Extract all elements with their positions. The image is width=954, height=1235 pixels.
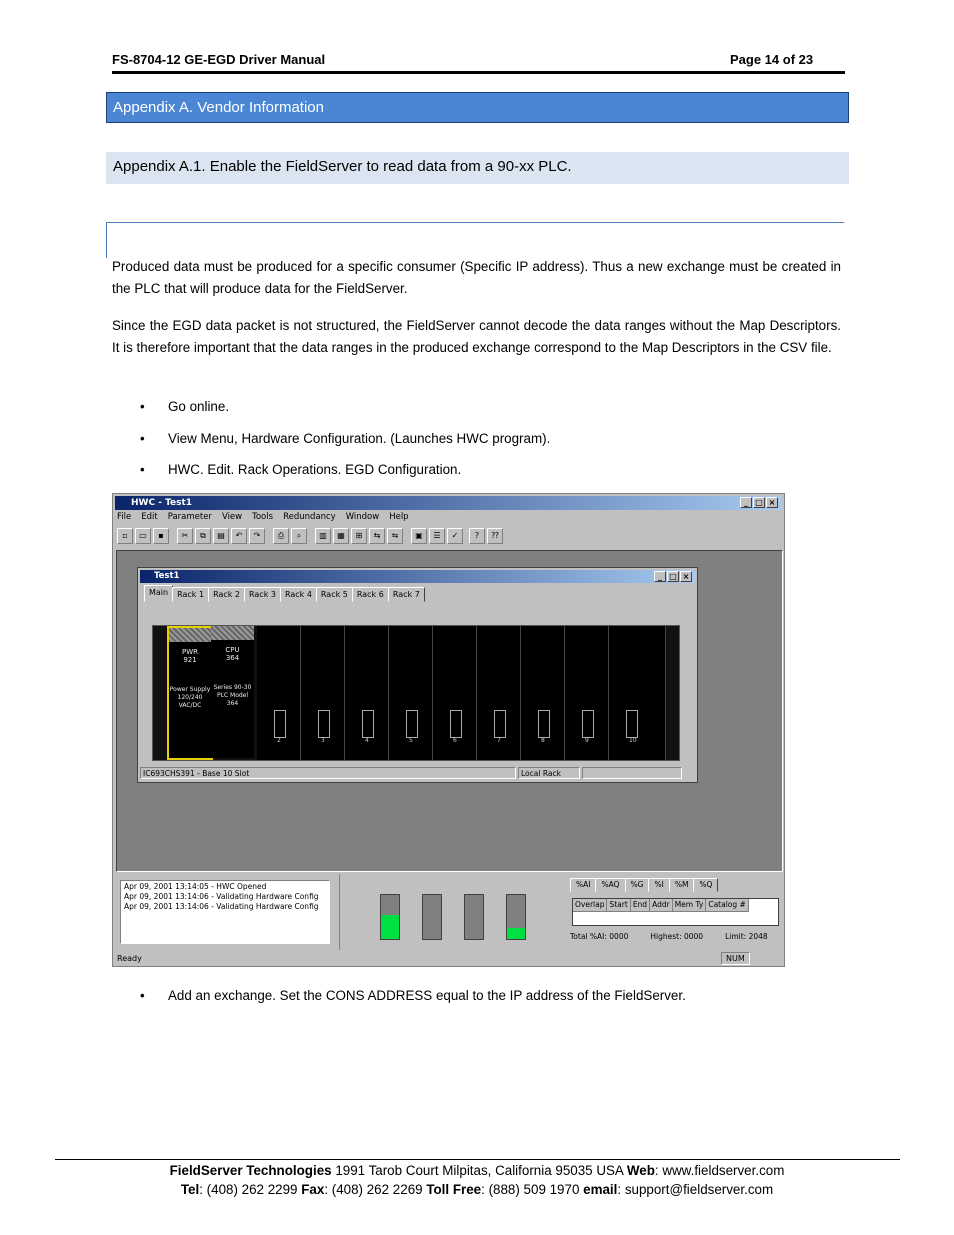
tab-rack-4[interactable]: Rack 4 xyxy=(280,587,317,602)
tab-m[interactable]: %M xyxy=(669,878,695,892)
module-number: 921 xyxy=(183,656,197,664)
page-number: Page 14 of 23 xyxy=(730,52,814,67)
slot-number: 10 xyxy=(629,737,637,744)
tab-aq[interactable]: %AQ xyxy=(595,878,625,892)
slot-number: 7 xyxy=(497,737,501,744)
slot-number: 5 xyxy=(409,737,413,744)
tab-rack-1[interactable]: Rack 1 xyxy=(172,587,209,602)
memory-gauge xyxy=(506,894,526,940)
menu-redundancy[interactable]: Redundancy xyxy=(283,512,336,522)
open-icon[interactable]: ▭ xyxy=(135,528,151,544)
footer-web-label: Web xyxy=(626,1163,655,1178)
rack-window-title: Test1 xyxy=(154,571,180,581)
rack-status-bar xyxy=(140,767,695,780)
app-status-bar xyxy=(115,952,782,965)
footer-web[interactable]: : www.fieldserver.com xyxy=(654,1163,785,1178)
ready-status: Ready xyxy=(117,954,142,963)
slot-number: 3 xyxy=(321,737,325,744)
tab-ai[interactable]: %AI xyxy=(570,878,596,892)
module-icon[interactable]: ▦ xyxy=(333,528,349,544)
log-line: Apr 09, 2001 13:14:06 - Validating Hardware Config xyxy=(124,892,319,901)
tab-rack-7[interactable]: Rack 7 xyxy=(388,587,425,602)
num-lock-indicator: NUM xyxy=(721,952,750,965)
section-frame xyxy=(106,222,844,258)
rack-window-titlebar xyxy=(140,570,695,583)
power-supply-module[interactable] xyxy=(167,626,213,760)
footer-tel: : (408) 262 2299 xyxy=(199,1182,302,1197)
footer-tollfree-label: Toll Free xyxy=(426,1182,482,1197)
tab-rack-5[interactable]: Rack 5 xyxy=(316,587,353,602)
rack-window xyxy=(137,567,698,783)
log-line: Apr 09, 2001 13:14:06 - Validating Hardware Config xyxy=(124,902,319,911)
status-blank xyxy=(582,767,682,779)
reference-grid xyxy=(572,898,779,926)
list-icon[interactable]: ☰ xyxy=(429,528,445,544)
rack-view xyxy=(152,625,680,761)
compare-icon[interactable]: ⇋ xyxy=(387,528,403,544)
menu-view[interactable]: View xyxy=(221,512,243,522)
rack-slot[interactable] xyxy=(433,626,477,760)
slot-number: 4 xyxy=(365,737,369,744)
tab-i[interactable]: %I xyxy=(648,878,669,892)
module-name: CPU xyxy=(225,646,240,654)
tab-g[interactable]: %G xyxy=(625,878,650,892)
reference-totals xyxy=(570,932,768,941)
bullet-text: Add an exchange. Set the CONS ADDRESS equal to the IP address of the FieldServer. xyxy=(168,988,686,1003)
footer-email[interactable]: : support@fieldserver.com xyxy=(617,1182,774,1197)
footer-fax: : (408) 262 2269 xyxy=(324,1182,427,1197)
rack-slot[interactable] xyxy=(521,626,565,760)
context-help-icon[interactable]: ⁇ xyxy=(487,528,503,544)
tab-rack-6[interactable]: Rack 6 xyxy=(352,587,389,602)
module-header xyxy=(169,628,211,642)
column-header[interactable]: Start xyxy=(607,899,630,912)
tab-q[interactable]: %Q xyxy=(693,878,718,892)
slot-connector xyxy=(494,710,506,738)
slot-number: 9 xyxy=(585,737,589,744)
module-header xyxy=(211,626,254,640)
slot-connector xyxy=(362,710,374,738)
cut-icon[interactable]: ✂ xyxy=(177,528,193,544)
footer-fax-label: Fax xyxy=(301,1182,325,1197)
bottom-panes xyxy=(116,874,783,950)
column-header[interactable]: End xyxy=(631,899,650,912)
rack-slot[interactable] xyxy=(301,626,345,760)
rack-tabs xyxy=(144,587,424,602)
bullet-dot: • xyxy=(140,431,145,446)
maximize-icon[interactable]: □ xyxy=(667,571,679,582)
log-line: Apr 09, 2001 13:14:05 - HWC Opened xyxy=(124,882,267,891)
paste-icon[interactable]: ▤ xyxy=(213,528,229,544)
close-icon[interactable]: × xyxy=(766,497,778,508)
bullet-dot: • xyxy=(140,988,145,1003)
module-name: PWR xyxy=(181,648,198,656)
mdi-workspace xyxy=(116,550,783,872)
memory-gauge xyxy=(380,894,400,940)
slot-connector xyxy=(538,710,550,738)
window-controls xyxy=(740,497,778,508)
gauge-fill xyxy=(507,928,525,939)
module-number: 364 xyxy=(225,654,240,662)
help-icon[interactable]: ? xyxy=(469,528,485,544)
memory-gauges xyxy=(339,874,562,950)
memory-gauge xyxy=(422,894,442,940)
footer-line-2 xyxy=(0,1182,954,1197)
reference-tabs xyxy=(570,878,717,892)
slot-number: 2 xyxy=(277,737,281,744)
bullet-text: Go online. xyxy=(168,399,230,414)
tab-rack-3[interactable]: Rack 3 xyxy=(244,587,281,602)
paragraph-2: Since the EGD data packet is not structured, the FieldServer cannot decode the data ranges without the Map Descriptors. It is therefore important that the data ranges in the produced exchange correspond to the Map Descriptors in the CSV file. xyxy=(112,318,841,355)
maximize-icon[interactable]: □ xyxy=(753,497,765,508)
footer-rule xyxy=(55,1159,900,1160)
rack-slot[interactable] xyxy=(257,626,301,760)
memory-gauge xyxy=(464,894,484,940)
bullet-dot: • xyxy=(140,462,145,477)
hwc-title: HWC - Test1 xyxy=(131,498,193,508)
config-icon[interactable]: ⊞ xyxy=(351,528,367,544)
minimize-icon[interactable]: _ xyxy=(740,497,752,508)
appendix-subheading: Appendix A.1. Enable the FieldServer to read data from a 90-xx PLC. xyxy=(106,152,849,184)
event-log xyxy=(120,880,330,944)
rack-slot[interactable] xyxy=(477,626,521,760)
tab-main[interactable]: Main xyxy=(144,585,173,602)
slot-connector xyxy=(582,710,594,738)
reference-pane xyxy=(566,874,783,950)
rack-base-status: IC693CHS391 - Base 10 Slot xyxy=(140,767,516,779)
hwc-screenshot xyxy=(112,493,785,967)
rack-slot[interactable] xyxy=(609,626,666,760)
bullet-text: View Menu, Hardware Configuration. (Launches HWC program). xyxy=(168,431,551,446)
slot-connector xyxy=(406,710,418,738)
column-header[interactable]: Overlap xyxy=(573,899,607,912)
slot-connector xyxy=(626,710,638,738)
menu-window[interactable]: Window xyxy=(345,512,380,522)
footer-tollfree: : (888) 509 1970 xyxy=(481,1182,584,1197)
module-description: Power Supply 120/240 VAC/DC xyxy=(169,686,211,709)
cpu-module[interactable] xyxy=(211,626,254,758)
header-rule xyxy=(112,71,845,74)
footer-company: FieldServer Technologies xyxy=(169,1163,332,1178)
footer-email-label: email xyxy=(583,1182,618,1197)
link-icon[interactable]: ⇆ xyxy=(369,528,385,544)
report-icon[interactable]: ▣ xyxy=(411,528,427,544)
child-window-controls xyxy=(654,571,692,582)
new-icon[interactable]: ▫ xyxy=(117,528,133,544)
footer-tel-label: Tel xyxy=(180,1182,200,1197)
slot-number: 6 xyxy=(453,737,457,744)
total-ai: Total %AI: 0000 xyxy=(570,932,629,941)
print-preview-icon[interactable]: ⌕ xyxy=(291,528,307,544)
rack-icon[interactable]: ▥ xyxy=(315,528,331,544)
rack-location-status: Local Rack xyxy=(518,767,580,779)
document-title: FS-8704-12 GE-EGD Driver Manual xyxy=(112,52,326,67)
column-header[interactable]: Addr xyxy=(650,899,673,912)
rack-slot[interactable] xyxy=(389,626,433,760)
rack-slot[interactable] xyxy=(345,626,389,760)
highest-ai: Highest: 0000 xyxy=(650,932,704,941)
slot-number: 8 xyxy=(541,737,545,744)
print-icon[interactable]: ⎙ xyxy=(273,528,289,544)
rack-slot[interactable] xyxy=(565,626,609,760)
menu-file[interactable]: File xyxy=(117,512,132,522)
slot-connector xyxy=(450,710,462,738)
bullet-dot: • xyxy=(140,399,145,414)
menu-bar xyxy=(117,512,409,522)
bullet-text: HWC. Edit. Rack Operations. EGD Configuration. xyxy=(168,462,462,477)
validate-icon[interactable]: ✓ xyxy=(447,528,463,544)
menu-tools[interactable]: Tools xyxy=(252,512,274,522)
hwc-titlebar xyxy=(115,496,782,510)
menu-help[interactable]: Help xyxy=(389,512,409,522)
column-header[interactable]: Catalog # xyxy=(706,899,748,912)
tab-rack-2[interactable]: Rack 2 xyxy=(208,587,245,602)
footer-address: 1991 Tarob Court Milpitas, California 95035 USA xyxy=(331,1163,627,1178)
module-description: Series 90-30 PLC Model 364 xyxy=(213,684,252,707)
redo-icon[interactable]: ↷ xyxy=(249,528,265,544)
save-icon[interactable]: ▪ xyxy=(153,528,169,544)
toolbar xyxy=(117,528,503,546)
appendix-heading: Appendix A. Vendor Information xyxy=(106,92,849,123)
slot-connector xyxy=(318,710,330,738)
column-header[interactable]: Mem Ty xyxy=(673,899,707,912)
footer-line-1 xyxy=(0,1163,954,1178)
menu-edit[interactable]: Edit xyxy=(141,512,158,522)
paragraph-1: Produced data must be produced for a specific consumer (Specific IP address). Thus a new exchange must be created in the PLC that will produce data for the FieldServer. xyxy=(112,259,841,296)
gauge-fill xyxy=(381,915,399,939)
undo-icon[interactable]: ↶ xyxy=(231,528,247,544)
slot-connector xyxy=(274,710,286,738)
menu-parameter[interactable]: Parameter xyxy=(167,512,212,522)
copy-icon[interactable]: ⧉ xyxy=(195,528,211,544)
limit-ai: Limit: 2048 xyxy=(725,932,768,941)
minimize-icon[interactable]: _ xyxy=(654,571,666,582)
close-icon[interactable]: × xyxy=(680,571,692,582)
